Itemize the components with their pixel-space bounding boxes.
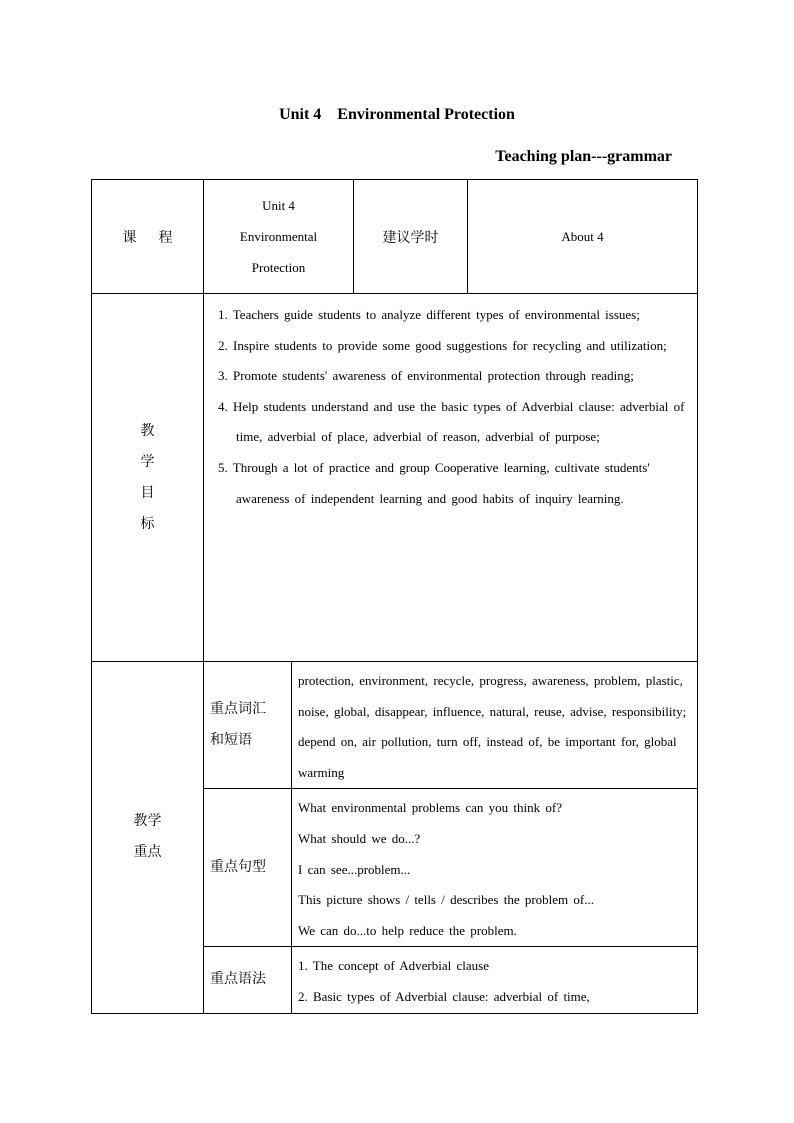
objectives-label-char: 目 — [140, 484, 155, 501]
objectives-row — [92, 294, 698, 662]
sentence-line: What environmental problems can you think of? — [298, 800, 562, 816]
sentence-line: I can see...problem... — [298, 861, 411, 877]
objectives-label-char: 学 — [140, 453, 155, 470]
hours-label: 建议学时 — [354, 180, 468, 294]
grammar-line: 1. The concept of Adverbial clause — [298, 958, 489, 974]
grammar-content — [292, 947, 698, 1013]
teaching-plan-table — [91, 179, 698, 1014]
grammar-line: 2. Basic types of Adverbial clause: adverbial of time, — [298, 988, 590, 1004]
sentences-content — [292, 789, 698, 947]
objectives-label-char: 教 — [140, 422, 155, 439]
objectives-label-char: 标 — [140, 515, 155, 532]
objective-item: 5. Through a lot of practice and group Cooperative learning, cultivate students' awareness of independent learning and good habits of inquiry learning. — [218, 459, 650, 506]
course-row — [92, 180, 698, 294]
objectives-list — [204, 294, 698, 662]
unit-line: Environmental — [239, 229, 318, 244]
course-label — [92, 180, 204, 294]
document-subtitle: Teaching plan---grammar — [495, 148, 672, 165]
vocab-label-line: 重点词汇 — [210, 701, 266, 718]
hours-value: About 4 — [468, 180, 698, 294]
vocab-label — [204, 662, 292, 789]
vocab-content: protection, environment, recycle, progress, awareness, problem, plastic, noise, global, disappear, influence, natural, reuse, advise, responsibility; depend on, air pollution, turn off, instead of, be important for, global warming — [292, 662, 698, 789]
sentence-line: What should we do...? — [298, 830, 421, 846]
course-label-char: 程 — [158, 229, 173, 246]
unit-line: Protection — [251, 260, 306, 275]
document-title: Unit 4 Environmental Protection — [279, 106, 515, 123]
key-points-label-line: 教学 — [133, 813, 162, 830]
objective-item: 3. Promote students' awareness of environmental protection through reading; — [218, 368, 634, 384]
vocab-label-line: 和短语 — [210, 732, 252, 749]
course-unit-cell — [204, 180, 354, 294]
sentence-line: This picture shows / tells / describes the problem of... — [298, 892, 595, 908]
key-points-label-line: 重点 — [133, 844, 162, 861]
key-points-label — [92, 662, 204, 1014]
objectives-label — [92, 294, 204, 662]
unit-line: Unit 4 — [262, 198, 295, 213]
grammar-label: 重点语法 — [204, 947, 292, 1013]
course-label-char: 课 — [122, 229, 137, 246]
objective-item: 2. Inspire students to provide some good suggestions for recycling and utilization; — [218, 337, 667, 353]
objective-item: 1. Teachers guide students to analyze different types of environmental issues; — [218, 307, 640, 322]
objective-item: 4. Help students understand and use the basic types of Adverbial clause: adverbial of time, adverbial of place, adverbial of reason, adverbial of purpose; — [218, 398, 685, 445]
sentences-label: 重点句型 — [204, 789, 292, 947]
vocab-row — [92, 662, 698, 789]
sentence-line: We can do...to help reduce the problem. — [298, 922, 517, 938]
